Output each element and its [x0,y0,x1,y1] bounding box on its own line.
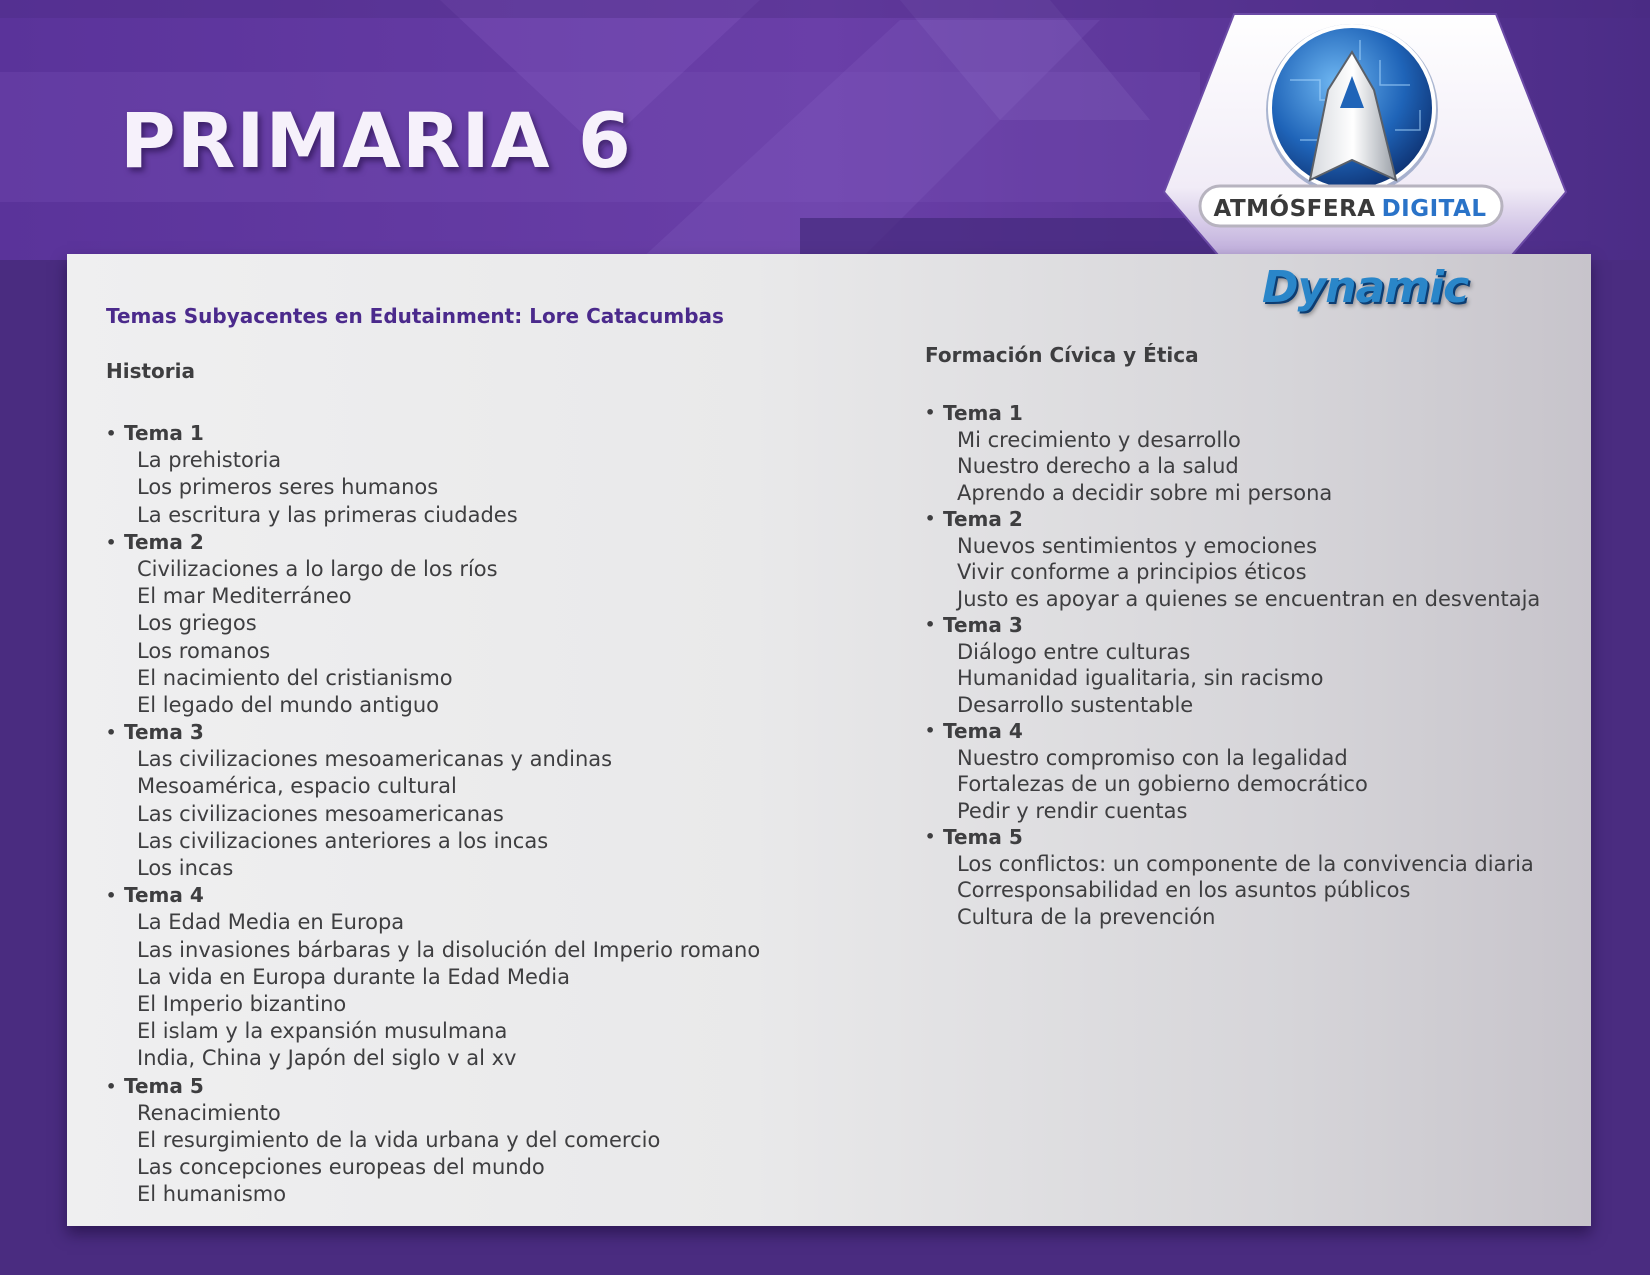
historia-tema-4-item: Las invasiones bárbaras y la disolución del Imperio romano [137,937,761,962]
section-subtitle: Temas Subyacentes en Edutainment: Lore Catacumbas [106,304,724,328]
logo-word-atmosfera: ATMÓSFERA [1213,196,1376,222]
civica-tema-1-item: Aprendo a decidir sobre mi persona [957,480,1333,505]
historia-tema-4-item: La vida en Europa durante la Edad Media [137,964,570,989]
historia-tema-3-item: Las civilizaciones mesoamericanas [137,801,504,826]
civica-tema-4-item: Pedir y rendir cuentas [957,798,1188,823]
civica-heading: Formación Cívica y Ética [925,343,1199,367]
civica-tema-1-item: Mi crecimiento y desarrollo [957,427,1241,452]
civica-tema-1-item: Nuestro derecho a la salud [957,454,1239,478]
historia-tema-5-item: El humanismo [137,1182,287,1207]
civica-tema-2-item: Justo es apoyar a quienes se encuentran en desventaja [957,586,1541,611]
logo-word-digital: DIGITAL [1381,196,1487,222]
civica-tema-4-item: Nuestro compromiso con la legalidad [957,745,1348,770]
civica-tema-4-item: Fortalezas de un gobierno democrático [957,772,1368,796]
historia-tema-2-item: Los griegos [137,611,257,636]
historia-tema-5-item: Las concepciones europeas del mundo [137,1155,545,1180]
historia-tema-4-item: El islam y la expansión musulmana [137,1019,508,1044]
historia-tema-2: • Tema 2 [106,529,826,556]
historia-tema-5: • Tema 5 [106,1073,826,1100]
civica-tema-3-item: Humanidad igualitaria, sin racismo [957,666,1324,690]
historia-tema-1-item: La prehistoria [137,448,282,473]
civica-tema-5-item: Cultura de la prevención [957,904,1216,929]
historia-tema-2-item: Civilizaciones a lo largo de los ríos [137,556,498,581]
historia-heading: Historia [106,359,196,383]
civica-tema-3: • Tema 3 [925,612,1545,639]
civica-tema-5-item: Corresponsabilidad en los asuntos públicos [957,878,1411,902]
civica-tema-1: • Tema 1 [925,400,1545,427]
historia-tema-3-item: Los incas [137,856,234,880]
historia-tema-3-item: Mesoamérica, espacio cultural [137,774,457,799]
civica-tema-4: • Tema 4 [925,718,1545,745]
civica-tema-3-item: Desarrollo sustentable [957,692,1194,717]
historia-tema-3-item: Las civilizaciones mesoamericanas y andinas [137,747,613,772]
historia-tema-2-item: Los romanos [137,638,271,663]
historia-tema-2-item: El nacimiento del cristianismo [137,665,453,690]
page-title: PRIMARIA 6 [120,96,632,185]
historia-tema-2-item: El legado del mundo antiguo [137,692,440,717]
historia-tema-3-item: Las civilizaciones anteriores a los incas [137,828,549,853]
historia-tema-4: • Tema 4 [106,882,826,909]
logo-wordmark [1203,194,1497,224]
atmosfera-digital-logo [1160,10,1570,262]
dynamic-product-logo: Dynamic [1262,262,1469,313]
historia-tema-3: • Tema 3 [106,719,826,746]
civica-tema-2: • Tema 2 [925,506,1545,533]
historia-tema-1-item: Los primeros seres humanos [137,475,439,500]
historia-tema-1-item: La escritura y las primeras ciudades [137,502,518,527]
civica-tema-5: • Tema 5 [925,824,1545,851]
civica-tema-2-item: Nuevos sentimientos y emociones [957,533,1318,558]
civica-tema-3-item: Diálogo entre culturas [957,639,1191,664]
historia-tema-4-item: El Imperio bizantino [137,991,347,1016]
historia-tema-2-item: El mar Mediterráneo [137,584,352,609]
historia-tema-4-item: India, China y Japón del siglo v al xv [137,1046,517,1071]
civica-tema-2-item: Vivir conforme a principios éticos [957,560,1307,584]
historia-column [106,358,826,1208]
historia-tema-5-item: Renacimiento [137,1100,281,1125]
civica-column [925,342,1545,930]
civica-tema-5-item: Los conflictos: un componente de la convivencia diaria [957,851,1534,876]
historia-tema-4-item: La Edad Media en Europa [137,910,405,935]
historia-tema-1: • Tema 1 [106,420,826,447]
historia-tema-5-item: El resurgimiento de la vida urbana y del comercio [137,1127,661,1152]
